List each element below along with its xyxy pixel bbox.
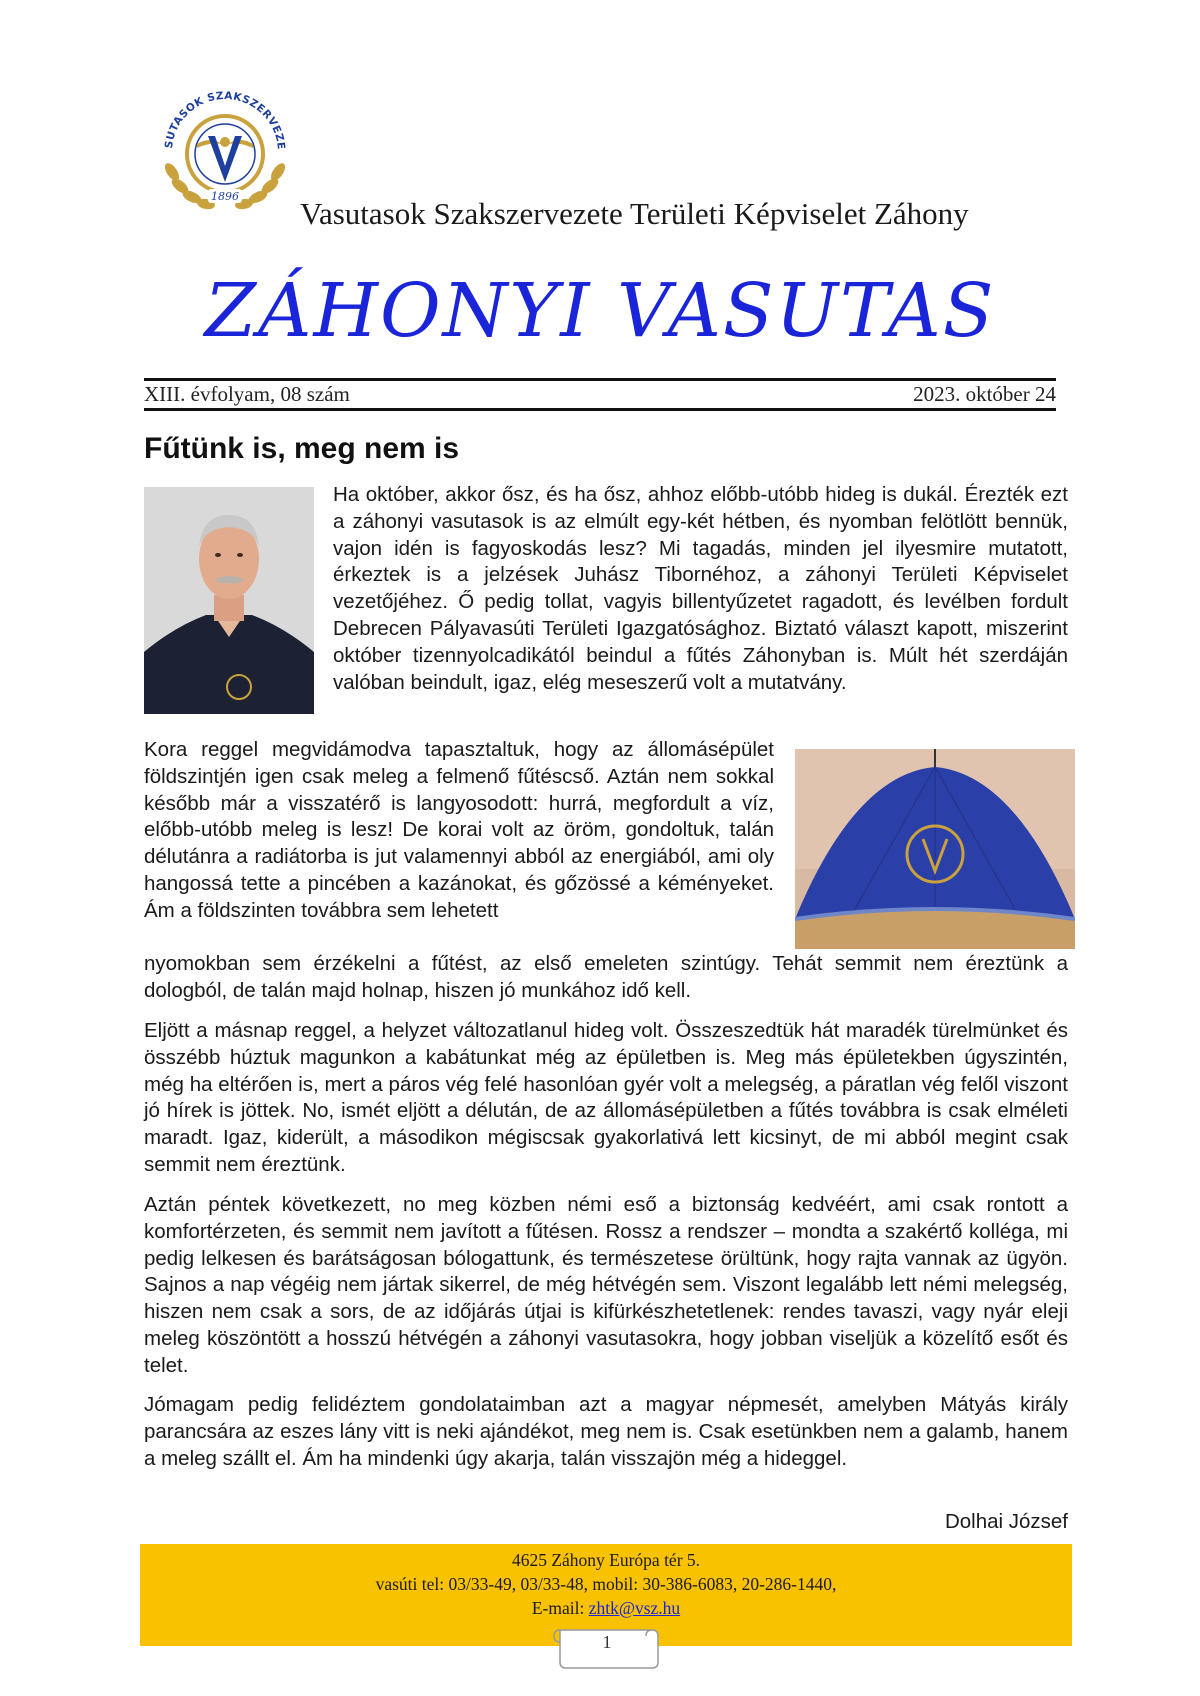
logo-year: 1896: [211, 190, 239, 203]
masthead-rule-top: [144, 378, 1056, 381]
union-emblem-icon: [150, 74, 300, 224]
footer-address: 4625 Záhony Európa tér 5.: [511, 1550, 701, 1570]
svg-text:VASUTASOK SZAKSZERVEZETE: SUTASOK SZAKSZERVEZE: [163, 89, 288, 151]
page-number: 1: [602, 1632, 612, 1652]
issue-info: [144, 382, 1056, 408]
article-author: Dolhai József: [944, 1510, 1068, 1533]
footer-email-link[interactable]: zhtk@vsz.hu: [588, 1598, 681, 1618]
umbrella-photo: [795, 749, 1075, 949]
paragraph-1: Ha október, akkor ősz, és ha ősz, ahhoz előbb-utóbb hideg is dukál. Érezték ezt a záhonyi vasutasok is az elmúlt egy-két hétben, és nyomban felötlött bennük, vajon idén is fagyoskodás lesz? Mi tagadás, minden jel ilyesmire mutatott, érkeztek is a jelzések Juhász Tibornéhoz, a záhonyi Területi Képviselet vezetőjéhez. Ő pedig tollat, vagyis billentyűzetet ragadott, és levélben fordult Debrecen Pályavasúti Területi Igazgatósághoz. Biztató választ kapott, miszerint október tizennyolcadikától beindul a fűtés Záhonyban is. Múlt hét szerdáján valóban beindult, igaz, elég meseszerű volt a mutatvány.: [333, 483, 1068, 694]
union-logo: [150, 74, 300, 224]
paragraph-2-continued: nyomokban sem érzékelni a fűtést, az első emeleten szintúgy. Tehát semmit nem éreztünk a dologból, de talán majd holnap, hiszen jó munkához idő kell.: [144, 952, 1068, 1002]
masthead-title: ZÁHONYI VASUTAS: [204, 268, 996, 354]
issue-date: 2023. október 24: [913, 382, 1056, 406]
portrait-image: [144, 487, 314, 714]
footer-phones: vasúti tel: 03/33-49, 03/33-48, mobil: 30-386-6083, 20-286-1440,: [375, 1574, 837, 1594]
umbrella-image: [795, 749, 1075, 949]
article-title: Fűtünk is, meg nem is: [144, 432, 460, 465]
paragraph-4: Aztán péntek következett, no meg közben némi eső a biztonság kedvéért, ami csak rontott a komfortérzeten, és semmit nem javított a fűtésen. Rossz a rendszer – mondta a szakértő kolléga, mi pedig lelkesen és barátságosan bólogattunk, és természetese örültünk, hogy rajta vannak az ügyön. Sajnos a nap végéig nem jártak sikerrel, de még hétvégén sem. Viszont legalább lett némi melegség, hiszen nem csak a sors, de az időjárás útjai is kifürkészhetetlenek: rendes tavaszi, vagy nyár eleji meleg köszöntött a hosszú hétvégén a záhonyi vasutasokra, hogy jobban viseljük a közelítő esőt és telet.: [144, 1193, 1068, 1377]
paragraph-5: Jómagam pedig felidéztem gondolataimban azt a magyar népmesét, amelyben Mátyás király parancsára az eszes lány vitt is neki ajándékot, meg nem is. Csak esetünkben nem a galamb, hanem a meleg szállt el. Ám ha mindenki úgy akarja, talán visszajön még a hideggel.: [144, 1393, 1068, 1470]
organization-name: Vasutasok Szakszervezete Területi Képviselet Záhony: [300, 196, 969, 231]
footer-email-line: [140, 1598, 1072, 1619]
author-photo: [144, 487, 314, 714]
footer-email-label: E-mail:: [531, 1598, 589, 1618]
paragraph-3: Eljött a másnap reggel, a helyzet változatlanul hideg volt. Összeszedtük hát maradék türelmünket és összébb húztuk magunkon a kabátunkat még az épületben is. Meg más épületekben úgyszintén, még ha eltérően is, mert a páros vég felé hasonlóan gyér volt a melegség, a páratlan vég felől viszont jó hírek is jöttek. No, ismét eljött a délután, de az állomásépületben a fűtés továbbra is csak elméleti maradt. Igaz, kiderült, a másodikon mégiscsak gyakorlativá lett kicsinyt, de mi abból megint csak semmit nem éreztünk.: [144, 1019, 1068, 1176]
issue-number: XIII. évfolyam, 08 szám: [144, 382, 350, 406]
masthead-rule-bottom: [144, 408, 1056, 411]
paragraph-2: Kora reggel megvidámodva tapasztaltuk, hogy az állomásépület földszintjén igen csak meleg a felmenő fűtéscső. Aztán nem sokkal később már a visszatérő is langyosodott: hurrá, megfordult a víz, előbb-utóbb meleg is lesz! De korai volt az öröm, gondoltuk, talán délutánra a radiátorba is jut valamennyi abból az energiából, ami oly hangossá tette a pincében a kazánokat, és gőzössé a kéményeket. Ám a földszinten továbbra sem lehetett: [144, 738, 774, 922]
